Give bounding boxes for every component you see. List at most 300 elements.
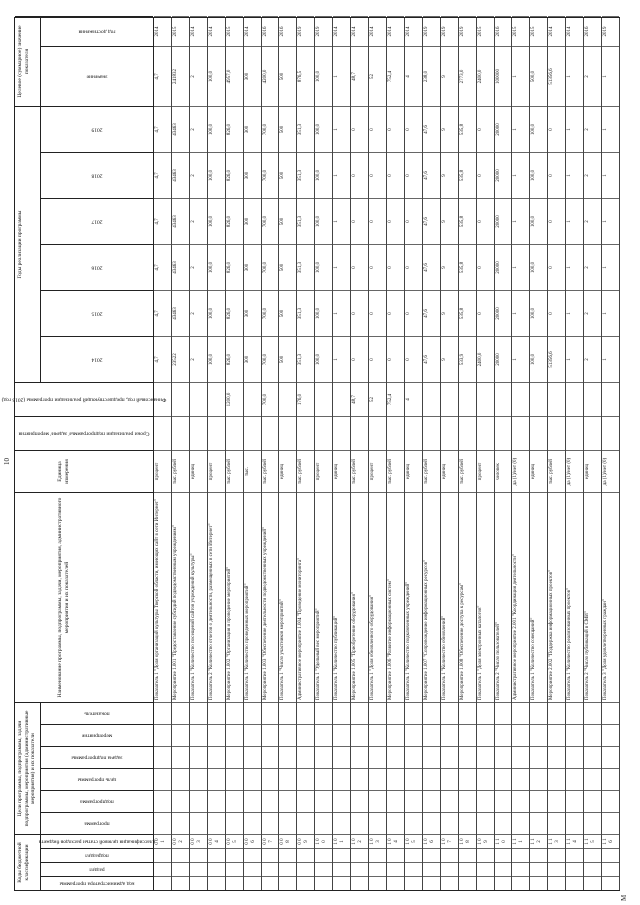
table-cell	[172, 790, 189, 812]
table-cell: единиц	[279, 450, 296, 492]
table-cell: Мероприятие 2.002 "Поддержка информационных проектов"	[548, 492, 565, 702]
table-cell: 176,0	[297, 382, 314, 416]
table-cell	[459, 768, 476, 790]
table-row	[369, 18, 387, 890]
table-cell: 100,0	[315, 198, 332, 244]
table-cell	[244, 746, 261, 768]
table-cell: 1	[566, 290, 583, 336]
table-cell: Мероприятие 1.007 "Сопровождение информационных ресурсов"	[423, 492, 440, 702]
table-cell: 20000	[495, 244, 512, 290]
table-cell: 43463	[172, 198, 189, 244]
table-cell: 47,6	[423, 198, 440, 244]
table-cell	[602, 702, 619, 724]
table-cell	[297, 746, 314, 768]
table-cell	[405, 848, 422, 862]
table-cell: 535,8	[459, 290, 476, 336]
table-row	[566, 18, 584, 890]
table-cell	[512, 848, 529, 862]
table-cell: Мероприятие 1.008 "Обеспечение доступа к ресурсам"	[459, 492, 476, 702]
header-cell	[15, 492, 153, 702]
table-cell	[244, 876, 261, 890]
header-label: мероприятие	[81, 732, 113, 739]
table-cell	[459, 848, 476, 862]
table-cell: 1	[512, 244, 529, 290]
table-cell: 100,0	[530, 336, 547, 382]
table-cell: процент	[477, 450, 494, 492]
table-cell	[369, 862, 386, 876]
table-cell: 0	[548, 244, 565, 290]
table-cell	[226, 876, 243, 890]
table-cell: 826,0	[226, 106, 243, 152]
table-row	[459, 18, 477, 890]
table-cell: 0	[351, 290, 368, 336]
table-cell: 238,0	[423, 46, 440, 106]
table-cell	[297, 876, 314, 890]
table-cell: 0	[477, 198, 494, 244]
table-cell	[584, 848, 601, 862]
table-cell	[387, 416, 404, 450]
table-row	[190, 18, 208, 890]
table-cell: 23522	[172, 336, 189, 382]
table-cell	[208, 790, 225, 812]
table-cell	[190, 382, 207, 416]
table-cell: 1	[566, 336, 583, 382]
table-cell	[495, 416, 512, 450]
table-cell	[512, 746, 529, 768]
table-cell	[172, 768, 189, 790]
table-cell	[333, 768, 350, 790]
header-cell	[41, 106, 153, 152]
target-group-heading: Целевое (суммарное) значение показателя	[15, 16, 41, 106]
table-cell	[477, 702, 494, 724]
table-cell: 100,0	[315, 244, 332, 290]
table-cell: 535,8	[459, 244, 476, 290]
table-cell: 100,0	[208, 46, 225, 106]
table-cell: 1 1 1	[512, 834, 529, 848]
table-cell	[423, 768, 440, 790]
table-cell	[459, 790, 476, 812]
table-cell	[154, 768, 171, 790]
table-cell	[262, 812, 279, 834]
table-cell	[351, 876, 368, 890]
table-cell	[405, 702, 422, 724]
table-cell: 2400,0	[477, 46, 494, 106]
table-cell: 700,0	[262, 290, 279, 336]
table-cell	[584, 724, 601, 746]
table-cell: 4,7	[154, 46, 171, 106]
table-cell: тыс. рублей	[351, 450, 368, 492]
table-cell	[154, 724, 171, 746]
table-cell: 0	[351, 106, 368, 152]
table-cell: процент	[315, 450, 332, 492]
table-row	[315, 18, 333, 890]
table-cell: Показатель 1 "Количество обновлений"	[441, 492, 458, 702]
table-cell: 500	[279, 198, 296, 244]
table-cell: 241832	[172, 46, 189, 106]
table-cell: 0	[405, 244, 422, 290]
table-cell	[441, 702, 458, 724]
table-cell	[369, 790, 386, 812]
table-cell: 100,0	[208, 198, 225, 244]
table-cell: 100,0	[530, 152, 547, 198]
table-cell	[602, 790, 619, 812]
table-cell	[459, 724, 476, 746]
table-cell	[190, 790, 207, 812]
table-cell: 100,0	[315, 46, 332, 106]
table-cell: 2016	[262, 16, 279, 46]
table-cell	[190, 724, 207, 746]
table-cell: 4,7	[154, 244, 171, 290]
table-row	[441, 18, 459, 890]
table-cell: 2015	[512, 16, 529, 46]
table-cell: 4	[405, 46, 422, 106]
table-row	[297, 18, 315, 890]
table-cell	[566, 702, 583, 724]
table-cell: 500	[279, 244, 296, 290]
table-cell	[190, 702, 207, 724]
table-cell	[459, 862, 476, 876]
table-cell: 2	[190, 244, 207, 290]
table-cell: 47,6	[423, 336, 440, 382]
table-cell	[154, 876, 171, 890]
table-cell: 351,3	[297, 290, 314, 336]
table-cell	[262, 876, 279, 890]
table-cell	[154, 848, 171, 862]
table-cell: 2015	[172, 16, 189, 46]
table-cell: 0	[387, 244, 404, 290]
table-cell: человек	[495, 450, 512, 492]
table-cell	[369, 702, 386, 724]
table-cell: 700,0	[262, 152, 279, 198]
table-cell: 300	[244, 198, 261, 244]
table-cell	[279, 724, 296, 746]
table-cell	[566, 382, 583, 416]
table-cell: 2019	[423, 16, 440, 46]
table-cell: 1 0 3	[369, 834, 386, 848]
header-cell	[41, 862, 153, 876]
table-cell: 700,0	[262, 106, 279, 152]
table-cell: 100,0	[315, 290, 332, 336]
table-cell: процент	[369, 450, 386, 492]
table-cell	[387, 768, 404, 790]
table-cell	[190, 812, 207, 834]
table-cell	[602, 768, 619, 790]
table-cell	[297, 702, 314, 724]
table-cell: 4,7	[154, 152, 171, 198]
table-cell: 100,0	[208, 106, 225, 152]
table-cell: 1	[602, 198, 619, 244]
table-cell: 700,0	[262, 198, 279, 244]
table-cell	[548, 862, 565, 876]
table-cell	[441, 790, 458, 812]
table-cell: 2014	[190, 16, 207, 46]
table-cell: 2014	[208, 16, 225, 46]
table-cell	[566, 746, 583, 768]
table-cell: 2019	[315, 16, 332, 46]
table-cell: Показатель 1 "Доля обновленного оборудования"	[369, 492, 386, 702]
table-cell: 1 1 3	[548, 834, 565, 848]
table-cell: Мероприятие 1.006 "Развитие информационных систем"	[387, 492, 404, 702]
table-cell: 1	[512, 46, 529, 106]
table-cell: 43463	[172, 244, 189, 290]
table-cell: 100,0	[315, 336, 332, 382]
table-cell: 9	[441, 152, 458, 198]
table-cell: 2016	[495, 16, 512, 46]
table-cell: 2	[190, 198, 207, 244]
table-cell: 2	[584, 244, 601, 290]
table-body	[154, 17, 620, 891]
table-cell	[566, 416, 583, 450]
table-cell	[530, 768, 547, 790]
table-cell: 1	[566, 198, 583, 244]
table-row	[548, 18, 566, 890]
table-cell	[351, 746, 368, 768]
table-cell	[244, 382, 261, 416]
table-cell: единиц	[584, 450, 601, 492]
table-cell	[530, 876, 547, 890]
table-cell	[477, 862, 494, 876]
table-cell: 1	[333, 290, 350, 336]
table-cell	[423, 876, 440, 890]
table-cell: 700,0	[262, 336, 279, 382]
table-row	[226, 18, 244, 890]
header-label: код администратора программы	[59, 880, 135, 887]
table-cell: 351,3	[297, 336, 314, 382]
table-cell	[262, 862, 279, 876]
table-cell: 4957,0	[226, 46, 243, 106]
table-row	[279, 18, 297, 890]
table-cell: 0 0 7	[262, 834, 279, 848]
table-cell	[208, 746, 225, 768]
table-cell	[333, 702, 350, 724]
table-cell	[512, 702, 529, 724]
table-cell	[405, 768, 422, 790]
table-cell: 2014	[548, 16, 565, 46]
table-cell: единиц	[530, 450, 547, 492]
table-cell: 9	[441, 244, 458, 290]
table-cell: 2014	[405, 16, 422, 46]
table-cell: 2016	[279, 16, 296, 46]
table-cell: 1	[566, 152, 583, 198]
table-cell	[226, 746, 243, 768]
table-cell	[315, 382, 332, 416]
table-cell	[351, 768, 368, 790]
table-cell	[172, 862, 189, 876]
table-cell	[315, 812, 332, 834]
table-cell: тыс. рублей	[459, 450, 476, 492]
table-cell: 1 0 8	[459, 834, 476, 848]
table-cell: единиц	[441, 450, 458, 492]
table-cell: 0 0 5	[226, 834, 243, 848]
table-cell: 9	[441, 198, 458, 244]
table-cell	[387, 790, 404, 812]
table-cell: 2	[584, 152, 601, 198]
header-cell	[15, 450, 153, 492]
table-cell	[208, 862, 225, 876]
table-cell: 100,0	[208, 336, 225, 382]
table-cell	[441, 382, 458, 416]
table-cell	[405, 812, 422, 834]
table-cell	[351, 416, 368, 450]
table-cell: да (1)/нет (0)	[566, 450, 583, 492]
table-cell	[548, 848, 565, 862]
table-cell: 0	[477, 244, 494, 290]
table-cell: 1	[333, 106, 350, 152]
table-cell: 1	[512, 336, 529, 382]
table-cell: 47,6	[423, 106, 440, 152]
table-cell	[369, 876, 386, 890]
table-cell	[154, 416, 171, 450]
table-cell	[495, 724, 512, 746]
table-cell	[351, 812, 368, 834]
table-cell	[548, 812, 565, 834]
table-cell	[208, 416, 225, 450]
table-cell: Административное мероприятие 1.004 "Проведение мониторинга"	[297, 492, 314, 702]
table-cell: единиц	[333, 450, 350, 492]
table-cell	[423, 702, 440, 724]
table-cell: 2	[190, 290, 207, 336]
table-cell: Мероприятие 1.001 "Предоставление субсидий подведомственным учреждениям"	[172, 492, 189, 702]
table-cell: 826,0	[226, 152, 243, 198]
table-cell	[154, 746, 171, 768]
table-cell: Показатель 1 "Удельный вес мероприятий"	[315, 492, 332, 702]
header-cell	[41, 290, 153, 336]
table-cell: 2014	[351, 16, 368, 46]
table-cell: 300	[244, 106, 261, 152]
table-cell	[244, 416, 261, 450]
table-cell: 1	[602, 106, 619, 152]
header-label: раздел	[89, 866, 105, 873]
table-cell: 20000	[495, 152, 512, 198]
table-cell	[387, 702, 404, 724]
table-cell	[208, 724, 225, 746]
table-cell	[602, 862, 619, 876]
table-cell	[512, 876, 529, 890]
table-cell: 826,0	[226, 244, 243, 290]
table-cell	[333, 876, 350, 890]
table-cell	[530, 790, 547, 812]
table-cell: 0	[351, 244, 368, 290]
header-cell	[41, 876, 153, 890]
header-label: цель программы	[77, 776, 117, 783]
table-cell: 100,0	[315, 152, 332, 198]
table-cell: 20000	[495, 106, 512, 152]
table-cell: 1 1 5	[584, 834, 601, 848]
header-cell	[41, 46, 153, 106]
code-group-heading: Коды бюджетной классификации	[15, 834, 41, 890]
table-cell: 0 0 8	[279, 834, 296, 848]
table-cell	[512, 768, 529, 790]
table-cell: 0 0 1	[154, 834, 171, 848]
table-row	[262, 18, 280, 890]
table-cell	[602, 848, 619, 862]
table-cell: 52	[369, 46, 386, 106]
table-row	[333, 18, 351, 890]
table-cell	[495, 382, 512, 416]
table-cell	[584, 862, 601, 876]
table-cell: 2	[584, 198, 601, 244]
table-cell	[530, 848, 547, 862]
table-cell	[333, 724, 350, 746]
table-cell	[548, 790, 565, 812]
table-cell: 100000	[495, 46, 512, 106]
table-cell	[530, 416, 547, 450]
table-cell: 826,0	[226, 198, 243, 244]
table-cell: 535,8	[459, 106, 476, 152]
table-cell: 2014	[369, 16, 386, 46]
table-cell	[495, 848, 512, 862]
table-row	[154, 18, 172, 890]
table-cell	[477, 768, 494, 790]
table-cell: 0	[405, 152, 422, 198]
table-cell	[566, 724, 583, 746]
header-label: год достижения	[78, 28, 116, 35]
table-cell: 1 0 9	[477, 834, 494, 848]
table-cell	[423, 812, 440, 834]
table-cell	[315, 724, 332, 746]
table-cell	[423, 416, 440, 450]
table-cell	[530, 862, 547, 876]
table-cell	[244, 862, 261, 876]
table-row	[512, 18, 530, 890]
table-cell	[477, 746, 494, 768]
table-cell	[459, 876, 476, 890]
table-cell: 20000	[495, 290, 512, 336]
table-cell	[172, 746, 189, 768]
table-row	[602, 18, 620, 890]
table-cell: единиц	[405, 450, 422, 492]
header-label: программа	[84, 820, 110, 827]
table-cell	[333, 790, 350, 812]
table-cell: 43463	[172, 106, 189, 152]
table-cell: 20000	[495, 336, 512, 382]
table-cell	[172, 848, 189, 862]
table-cell	[387, 848, 404, 862]
table-cell	[279, 746, 296, 768]
table-cell: 1 0 7	[441, 834, 458, 848]
table-cell: 0	[405, 198, 422, 244]
header-cell	[1, 382, 167, 416]
table-cell	[512, 724, 529, 746]
table-cell	[459, 382, 476, 416]
table-cell: Показатель 2 "Число публикаций в СМИ"	[584, 492, 601, 702]
table-cell	[172, 876, 189, 890]
table-cell	[297, 862, 314, 876]
table-cell: Мероприятие 1.005 "Приобретение оборудования"	[351, 492, 368, 702]
table-cell: 351,3	[297, 106, 314, 152]
table-cell	[262, 848, 279, 862]
table-cell	[172, 416, 189, 450]
table-cell	[190, 746, 207, 768]
table-row	[584, 18, 602, 890]
table-cell	[279, 876, 296, 890]
table-cell: 0 0 3	[190, 834, 207, 848]
table-cell	[154, 702, 171, 724]
table-cell: 0	[369, 106, 386, 152]
table-cell	[208, 382, 225, 416]
table-cell: Показатель 2 "Число пользователей"	[495, 492, 512, 702]
table-cell	[172, 702, 189, 724]
header-label: 2016	[91, 264, 103, 271]
table-cell	[226, 768, 243, 790]
table-cell	[279, 768, 296, 790]
table-cell: 1	[602, 152, 619, 198]
table-cell	[172, 812, 189, 834]
table-cell	[441, 768, 458, 790]
table-cell: тыс. рублей	[423, 450, 440, 492]
table-cell: 1	[512, 198, 529, 244]
table-cell: 20000	[495, 198, 512, 244]
